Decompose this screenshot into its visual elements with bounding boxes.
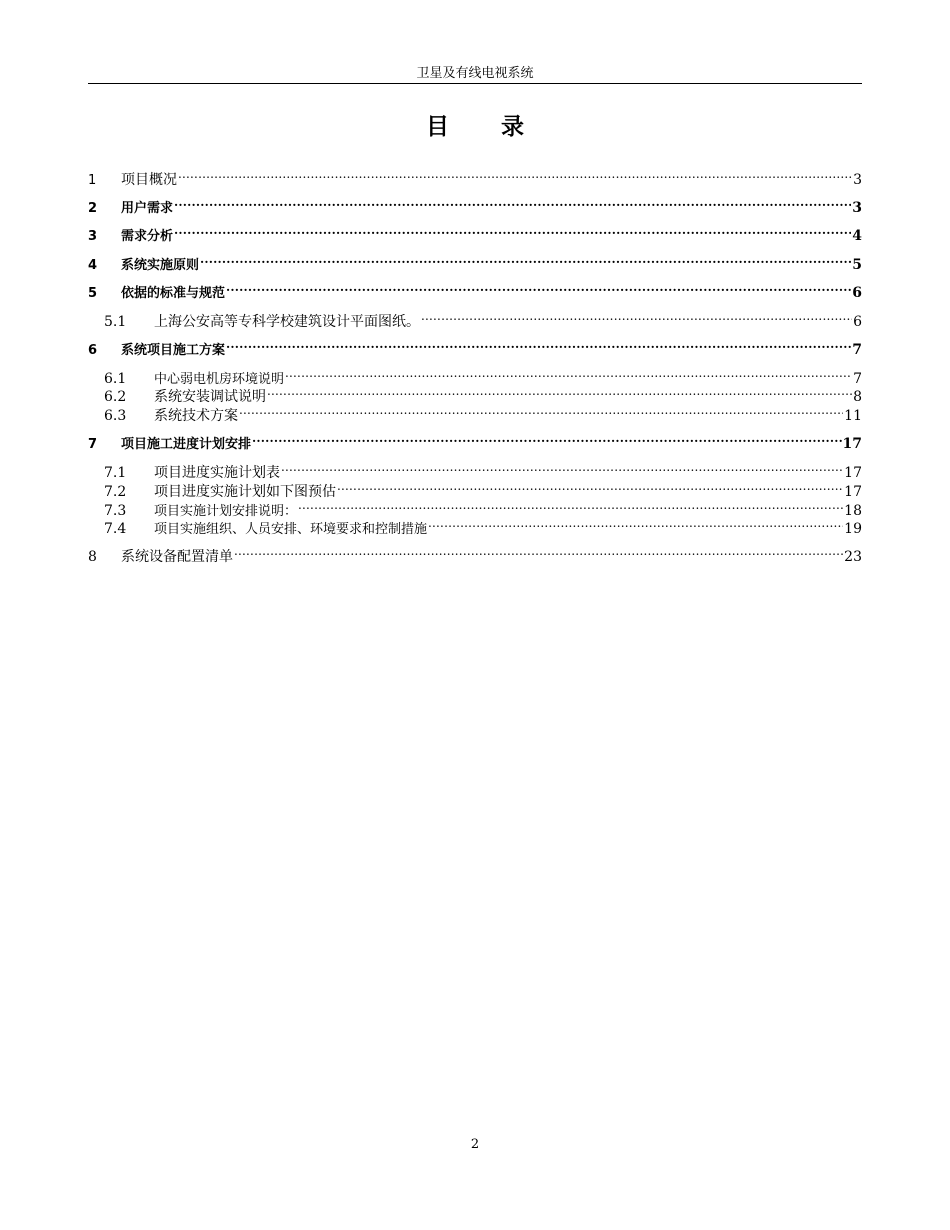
- toc-entry-label: 项目实施组织、人员安排、环境要求和控制措施: [154, 522, 428, 537]
- toc-entry[interactable]: [88, 496, 862, 519]
- toc-entry-number: 8: [88, 549, 97, 565]
- toc-entry-number: 5.1: [104, 314, 127, 330]
- toc-entry-page: 7: [852, 342, 862, 358]
- toc-entry[interactable]: [88, 477, 862, 500]
- toc-entry-number: 7.3: [104, 503, 127, 519]
- running-header: 卫星及有线电视系统: [416, 66, 534, 81]
- toc-entry-page: 17: [844, 484, 862, 500]
- toc-entry[interactable]: [88, 221, 862, 244]
- toc-leader: [178, 165, 852, 184]
- toc-entry-number: 3: [88, 229, 98, 244]
- toc-entry-label: 项目进度实施计划表: [154, 465, 280, 481]
- toc-entry-label: 用户需求: [121, 201, 174, 216]
- toc-leader: [234, 542, 843, 561]
- toc-entry-number: 6.2: [104, 389, 127, 405]
- toc-leader: [226, 278, 851, 297]
- toc-entry-number: 7.4: [104, 521, 127, 537]
- toc-entry[interactable]: [88, 307, 862, 330]
- toc-entry[interactable]: [88, 250, 862, 273]
- toc-entry-number: 2: [88, 201, 98, 216]
- toc-entry[interactable]: [88, 193, 862, 216]
- page-number: 2: [470, 1137, 480, 1152]
- toc-entry[interactable]: [88, 278, 862, 301]
- toc-entry[interactable]: [88, 364, 862, 387]
- toc-entry-label: 依据的标准与规范: [121, 286, 226, 301]
- toc-leader: [226, 335, 851, 354]
- toc-entry-page: 17: [844, 465, 862, 481]
- toc-entry-page: 4: [852, 228, 862, 244]
- toc-entry-page: 23: [844, 549, 862, 565]
- toc-entry-page: 6: [853, 314, 862, 330]
- toc-leader: [174, 221, 851, 240]
- toc-leader: [239, 401, 843, 420]
- toc-entry-number: 7.1: [104, 465, 127, 481]
- toc-entry-number: 6.1: [104, 371, 127, 387]
- toc-leader: [281, 458, 843, 477]
- toc-entry-label: 项目进度实施计划如下图预估: [154, 484, 336, 500]
- toc-entry-number: 7.2: [104, 484, 127, 500]
- toc-leader: [337, 477, 843, 496]
- toc-entry-number: 7: [88, 437, 98, 452]
- toc-leader: [174, 193, 851, 212]
- header-divider: [88, 83, 862, 84]
- toc-entry-number: 5: [88, 286, 98, 301]
- toc-leader: [285, 364, 852, 383]
- toc-entry-label: 项目实施计划安排说明：: [154, 504, 298, 519]
- toc-entry-label: 项目施工进度计划安排: [121, 437, 252, 452]
- toc-entry[interactable]: [88, 514, 862, 537]
- toc-entry[interactable]: [88, 382, 862, 405]
- toc-entry-page: 18: [844, 503, 862, 519]
- toc-entry-page: 17: [842, 436, 862, 452]
- toc-entry-page: 11: [844, 408, 862, 424]
- toc-entry[interactable]: [88, 165, 862, 188]
- toc-entry[interactable]: [88, 335, 862, 358]
- toc-title: 目录: [426, 114, 576, 140]
- toc-entry-page: 7: [853, 371, 862, 387]
- toc-entry-number: 6: [88, 343, 98, 358]
- toc-entry-number: 6.3: [104, 408, 127, 424]
- toc-leader: [421, 307, 852, 326]
- toc-entry[interactable]: [88, 401, 862, 424]
- toc-entry-label: 系统安装调试说明: [154, 389, 266, 405]
- toc-entry-page: 8: [853, 389, 862, 405]
- toc-entry-label: 系统技术方案: [154, 408, 238, 424]
- toc-entry-label: 系统实施原则: [121, 258, 200, 273]
- toc-entry[interactable]: [88, 542, 862, 565]
- toc-entry-page: 5: [852, 257, 862, 273]
- toc-entry-label: 系统项目施工方案: [121, 343, 226, 358]
- toc-entry-page: 3: [852, 200, 862, 216]
- toc-leader: [298, 496, 843, 515]
- toc-entry-page: 3: [853, 172, 862, 188]
- toc-entry-label: 项目概况: [121, 172, 177, 188]
- toc-entry-label: 中心弱电机房环境说明: [154, 372, 285, 387]
- toc-leader: [267, 382, 852, 401]
- toc-entry-label: 系统设备配置清单: [121, 549, 233, 565]
- toc-entry-label: 上海公安高等专科学校建筑设计平面图纸。: [154, 314, 420, 330]
- toc-entry-page: 19: [844, 521, 862, 537]
- toc-leader: [200, 250, 851, 269]
- toc-entry[interactable]: [88, 429, 862, 452]
- toc-entry-number: 4: [88, 258, 98, 273]
- toc-entry-label: 需求分析: [121, 229, 174, 244]
- toc-leader: [428, 514, 843, 533]
- toc-entry-number: 1: [88, 173, 97, 188]
- toc-leader: [252, 429, 842, 448]
- toc-entry-page: 6: [852, 285, 862, 301]
- toc-entry[interactable]: [88, 458, 862, 481]
